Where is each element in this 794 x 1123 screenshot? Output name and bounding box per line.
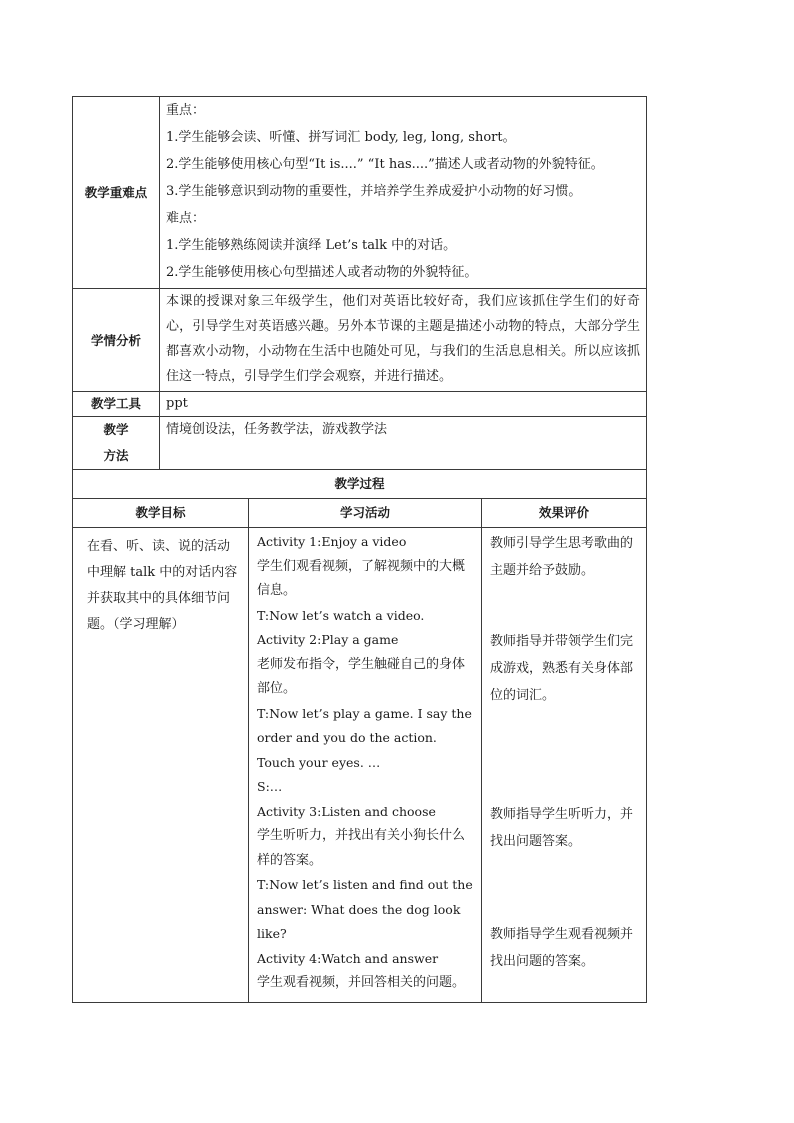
activity-1-title: Activity 1:Enjoy a video [257,534,407,549]
methods-label [73,417,160,470]
methods-text: 情境创设法，任务教学法，游戏教学法 [160,417,647,470]
process-title-row [73,470,647,499]
header-goal: 教学目标 [73,499,249,528]
activity-2-teacher: T:Now let’s play a game. I say the order and you do the action. Touch your eyes. … [257,705,472,770]
methods-label-line1: 教学 [103,422,129,437]
process-header-row [73,499,647,528]
methods-row [73,417,647,470]
activity-4-title: Activity 4:Watch and answer [257,950,439,966]
process-content-row [73,528,647,1003]
focus-content [160,97,647,289]
key-points-title: 重点： [166,103,206,118]
evaluation-1: 教师引导学生思考歌曲的主题并给予鼓励。 [490,536,634,578]
key-point-3: 3.学生能够意识到动物的重要性，并培养学生养成爱护小动物的好习惯。 [166,184,582,199]
analysis-text: 本课的授课对象三年级学生，他们对英语比较好奇，我们应该抓住学生们的好奇心，引导学生对英语感兴趣。另外本节课的主题是描述小动物的特点，大部分学生都喜欢小动物，小动物在生活中也随处可见，与我们的生活息息相关。所以应该抓住这一特点，引导学生们学会观察，并进行描述。 [160,289,647,392]
difficult-points-title: 难点： [166,211,206,226]
focus-label: 教学重难点 [73,97,160,289]
header-evaluation: 效果评价 [482,499,647,528]
tools-text: ppt [160,392,647,417]
activity-2-title: Activity 2:Play a game [257,632,399,647]
activity-1-desc: 学生们观看视频，了解视频中的大概信息。 [257,558,466,598]
analysis-row [73,289,647,392]
lesson-plan-table [72,96,647,1003]
activity-3-desc: 学生听听力，并找出有关小狗长什么样的答案。 [257,828,466,868]
tools-label: 教学工具 [73,392,160,417]
evaluation-3: 教师指导学生听听力，并找出问题答案。 [490,807,634,849]
header-activities: 学习活动 [249,499,482,528]
activity-4-desc: 学生观看视频，并回答相关的问题。 [257,975,466,990]
lesson-plan-document [72,96,646,1003]
focus-row [73,97,647,289]
methods-label-line2: 方法 [103,448,129,463]
activity-3-teacher: T:Now let’s listen and find out the answer: What does the dog look like? [257,877,473,941]
activities-cell [249,528,482,1003]
activity-2-student: S:… [257,779,283,794]
analysis-label: 学情分析 [73,289,160,392]
activity-1-teacher: T:Now let’s watch a video. [257,607,425,623]
evaluation-cell [482,528,647,1003]
key-point-1: 1.学生能够会读、听懂、拼写词汇 body, leg, long, short。 [166,130,516,145]
evaluation-2: 教师指导并带领学生们完成游戏，熟悉有关身体部位的词汇。 [490,634,634,703]
process-title: 教学过程 [73,470,647,499]
activity-3-title: Activity 3:Listen and choose [257,803,436,819]
difficult-point-1: 1.学生能够熟练阅读并演绎 Let’s talk 中的对话。 [166,238,457,253]
evaluation-4: 教师指导学生观看视频并找出问题的答案。 [490,927,634,969]
tools-row [73,392,647,417]
difficult-point-2: 2.学生能够使用核心句型描述人或者动物的外貌特征。 [166,265,478,280]
activity-2-desc: 老师发布指令，学生触碰自己的身体部位。 [257,656,466,696]
key-point-2: 2.学生能够使用核心句型“It is....” “It has....”描述人或者动物的外貌特征。 [166,157,604,172]
goal-text: 在看、听、读、说的活动中理解 talk 中的对话内容并获取其中的具体细节问题。（学习理解） [73,528,249,1003]
